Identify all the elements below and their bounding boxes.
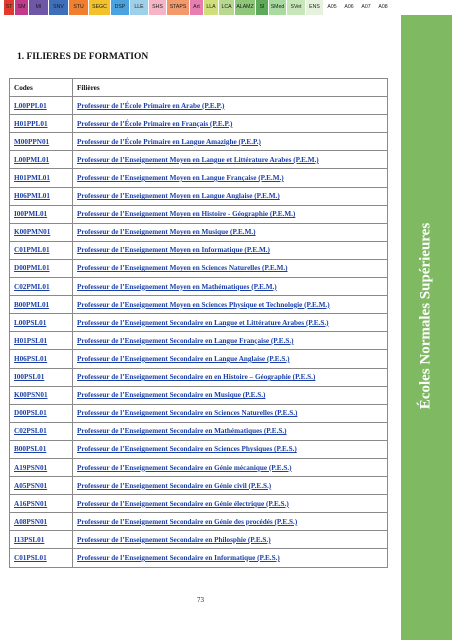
table-row	[10, 187, 388, 205]
table-row	[10, 133, 388, 151]
section-title: 1. FILIERES DE FORMATION	[17, 52, 149, 62]
code-cell[interactable]: K00PMN01	[10, 223, 73, 241]
filieres-table	[9, 78, 388, 568]
code-cell[interactable]: A16PSN01	[10, 495, 73, 513]
domain-tab[interactable]: A05	[324, 0, 341, 15]
code-cell[interactable]: A05PSN01	[10, 477, 73, 495]
filiere-link[interactable]: Professeur de l’Enseignement Secondaire en Mathématiques (P.E.S.)	[73, 422, 388, 440]
filiere-link[interactable]: Professeur de l’Enseignement Moyen en Langue et Littérature Arabes (P.E.M.)	[73, 151, 388, 169]
code-cell[interactable]: B00PML01	[10, 296, 73, 314]
filiere-link[interactable]: Professeur de l’Enseignement Secondaire en Langue Française (P.E.S.)	[73, 332, 388, 350]
domain-tab[interactable]: STAPS	[167, 0, 190, 15]
table-row	[10, 404, 388, 422]
domain-tab[interactable]: SEGC	[89, 0, 111, 15]
filiere-link[interactable]: Professeur de l’Enseignement Secondaire en Génie des procédés (P.E.S.)	[73, 513, 388, 531]
table-row	[10, 169, 388, 187]
code-cell[interactable]: A19PSN01	[10, 458, 73, 476]
domain-tab[interactable]: A06	[341, 0, 358, 15]
table-row	[10, 368, 388, 386]
domain-tab[interactable]: DSP	[111, 0, 130, 15]
domain-tab[interactable]: SNV	[49, 0, 69, 15]
code-cell[interactable]: K00PSN01	[10, 386, 73, 404]
domain-tab-bar	[4, 0, 392, 15]
domain-tab[interactable]: SVet	[287, 0, 306, 15]
table-row	[10, 241, 388, 259]
code-cell[interactable]: I00PML01	[10, 205, 73, 223]
code-cell[interactable]: B00PSL01	[10, 440, 73, 458]
code-cell[interactable]: H01PML01	[10, 169, 73, 187]
filiere-link[interactable]: Professeur de l’Enseignement Secondaire en Génie mécanique (P.E.S.)	[73, 458, 388, 476]
domain-tab[interactable]: SM	[15, 0, 29, 15]
table-row	[10, 332, 388, 350]
code-cell[interactable]: L00PML01	[10, 151, 73, 169]
filiere-link[interactable]: Professeur de l’École Primaire en Français (P.E.P.)	[73, 115, 388, 133]
table-row	[10, 296, 388, 314]
filiere-link[interactable]: Professeur de l’Enseignement Moyen en Musique (P.E.M.)	[73, 223, 388, 241]
side-label-text: Écoles Normales Supérieures	[417, 222, 434, 410]
table-row	[10, 386, 388, 404]
filiere-link[interactable]: Professeur de l’Enseignement Moyen en Histoire - Géographie (P.E.M.)	[73, 205, 388, 223]
table-row	[10, 259, 388, 277]
code-cell[interactable]: A08PSN01	[10, 513, 73, 531]
filiere-link[interactable]: Professeur de l’Enseignement Secondaire en Sciences Naturelles (P.E.S.)	[73, 404, 388, 422]
filiere-link[interactable]: Professeur de l’Enseignement Secondaire en en Histoire – Géographie (P.E.S.)	[73, 368, 388, 386]
table-row	[10, 458, 388, 476]
domain-tab[interactable]: SMed	[269, 0, 287, 15]
table-row	[10, 314, 388, 332]
filiere-link[interactable]: Professeur de l’Enseignement Moyen en Sciences Naturelles (P.E.M.)	[73, 259, 388, 277]
table-row	[10, 151, 388, 169]
table-row	[10, 278, 388, 296]
table-row	[10, 440, 388, 458]
filiere-link[interactable]: Professeur de l’École Primaire en Arabe (P.E.P.)	[73, 97, 388, 115]
code-cell[interactable]: D00PSL01	[10, 404, 73, 422]
domain-tab[interactable]: Art	[190, 0, 204, 15]
table-row	[10, 350, 388, 368]
table-row	[10, 513, 388, 531]
filiere-link[interactable]: Professeur de l’Enseignement Secondaire en Informatique (P.E.S.)	[73, 549, 388, 567]
table-row	[10, 422, 388, 440]
table-body	[10, 97, 388, 567]
filiere-link[interactable]: Professeur de l’École Primaire en Langue Amazighe (P.E.P.)	[73, 133, 388, 151]
filiere-link[interactable]: Professeur de l’Enseignement Secondaire en Sciences Physiques (P.E.S.)	[73, 440, 388, 458]
domain-tab[interactable]: ST	[4, 0, 15, 15]
domain-tab[interactable]: SHS	[149, 0, 167, 15]
domain-tab[interactable]: STU	[69, 0, 89, 15]
domain-tab[interactable]: MI	[29, 0, 49, 15]
filiere-link[interactable]: Professeur de l’Enseignement Moyen en Informatique (P.E.M.)	[73, 241, 388, 259]
filiere-link[interactable]: Professeur de l’Enseignement Secondaire en Musique (P.E.S.)	[73, 386, 388, 404]
code-cell[interactable]: H01PPL01	[10, 115, 73, 133]
domain-tab[interactable]: SI	[256, 0, 269, 15]
filiere-link[interactable]: Professeur de l’Enseignement Secondaire en Philosphie (P.E.S.)	[73, 531, 388, 549]
code-cell[interactable]: I00PSL01	[10, 368, 73, 386]
filiere-link[interactable]: Professeur de l’Enseignement Secondaire en Génie électrique (P.E.S.)	[73, 495, 388, 513]
code-cell[interactable]: D00PML01	[10, 259, 73, 277]
code-cell[interactable]: L00PPL01	[10, 97, 73, 115]
code-cell[interactable]: C02PSL01	[10, 422, 73, 440]
table-row	[10, 495, 388, 513]
filiere-link[interactable]: Professeur de l’Enseignement Moyen en Sciences Physique et Technologie (P.E.M.)	[73, 296, 388, 314]
domain-tab[interactable]: LLE	[130, 0, 149, 15]
filiere-link[interactable]: Professeur de l’Enseignement Moyen en Mathématiques (P.E.M.)	[73, 278, 388, 296]
domain-tab[interactable]: A08	[375, 0, 392, 15]
filiere-link[interactable]: Professeur de l’Enseignement Secondaire en Langue et Littérature Arabes (P.E.S.)	[73, 314, 388, 332]
domain-tab[interactable]: LLA	[204, 0, 219, 15]
code-cell[interactable]: H01PSL01	[10, 332, 73, 350]
table-row	[10, 477, 388, 495]
domain-tab[interactable]: LCA	[219, 0, 235, 15]
table-row	[10, 115, 388, 133]
code-cell[interactable]: H06PML01	[10, 187, 73, 205]
header-codes: Codes	[10, 79, 73, 97]
domain-tab[interactable]: A07	[358, 0, 375, 15]
code-cell[interactable]: I13PSL01	[10, 531, 73, 549]
table-header-row	[10, 79, 388, 97]
filiere-link[interactable]: Professeur de l’Enseignement Moyen en Langue Anglaise (P.E.M.)	[73, 187, 388, 205]
filiere-link[interactable]: Professeur de l’Enseignement Moyen en Langue Française (P.E.M.)	[73, 169, 388, 187]
code-cell[interactable]: C01PML01	[10, 241, 73, 259]
page-number: 73	[197, 596, 204, 604]
code-cell[interactable]: C02PML01	[10, 278, 73, 296]
code-cell[interactable]: H06PSL01	[10, 350, 73, 368]
table-row	[10, 97, 388, 115]
table-row	[10, 205, 388, 223]
header-filieres: Filières	[73, 79, 388, 97]
filiere-link[interactable]: Professeur de l’Enseignement Secondaire en Génie civil (P.E.S.)	[73, 477, 388, 495]
filiere-link[interactable]: Professeur de l’Enseignement Secondaire en Langue Anglaise (P.E.S.)	[73, 350, 388, 368]
table-row	[10, 223, 388, 241]
domain-tab[interactable]: ENS	[306, 0, 324, 15]
code-cell[interactable]: M00PPN01	[10, 133, 73, 151]
code-cell[interactable]: C01PSL01	[10, 549, 73, 567]
domain-tab[interactable]: ALAMZ	[235, 0, 256, 15]
table-row	[10, 531, 388, 549]
table-row	[10, 549, 388, 567]
code-cell[interactable]: L00PSL01	[10, 314, 73, 332]
